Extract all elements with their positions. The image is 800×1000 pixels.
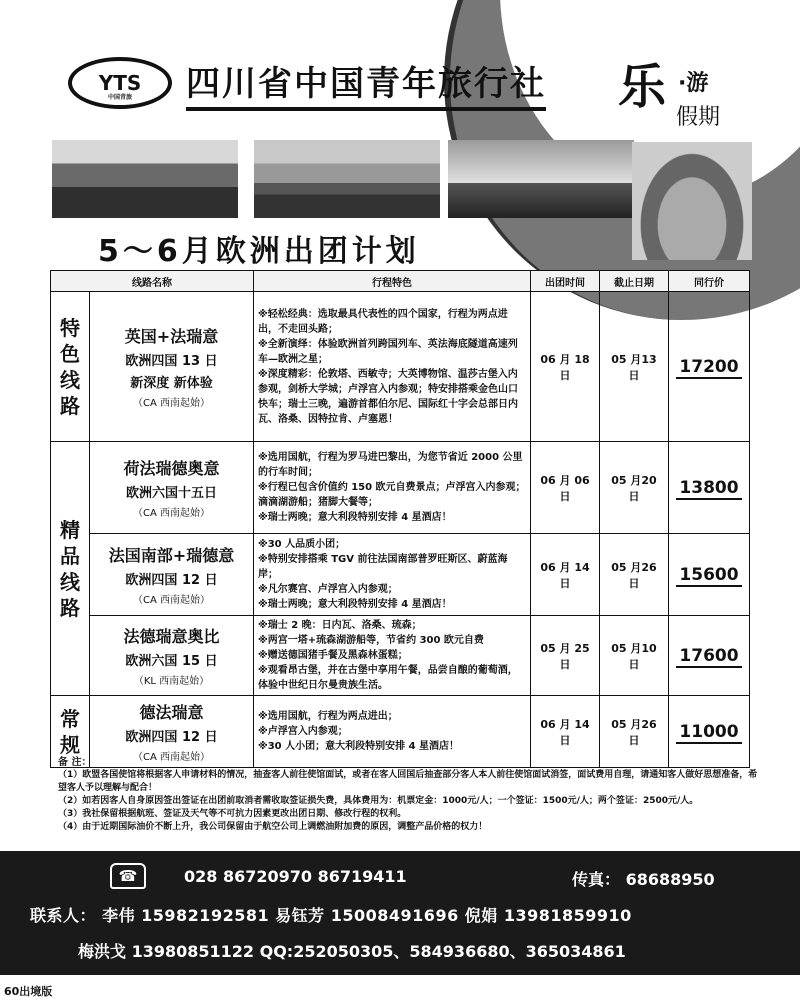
depart-date: 05 月 25 日 [531,616,600,696]
features-cell [254,292,531,442]
price-value: 15600 [676,565,741,587]
price-value: 17200 [676,357,741,379]
colosseum-photo [632,142,752,260]
route-tag: 新深度 新体验 [130,376,213,391]
remarks [58,756,758,834]
route-days: 欧洲四国 12 日 [125,730,218,745]
route-name: 德法瑞意 [139,703,204,722]
depart-date: 06 月 06 日 [531,442,600,534]
route-name: 英国+法瑞意 [124,327,219,346]
header [68,58,546,108]
deadline-date: 05 月26 日 [600,696,669,768]
contacts-line: 联系人： 李伟 15982192581 易钰芳 15008491696 倪娟 13981859910 [30,906,632,925]
col-features: 行程特色 [254,271,531,292]
route-days: 欧洲四国 13 日 [125,354,218,369]
palace-photo [254,140,440,218]
route-cell [90,534,254,616]
route-origin: （KL 西南起始） [133,676,210,687]
depart-date: 06 月 18 日 [531,292,600,442]
feature-line: ※瑞士两晚；意大利段特别安排 4 星酒店！ [258,599,452,610]
remark-item: （4）由于近期国际油价不断上升，我公司保留由于航空公司上调燃油附加费的原因，调整产品价格的权力！ [58,822,488,832]
table-row [51,534,750,616]
badge-you: ·游 [678,71,709,96]
price-cell [669,292,750,442]
route-cell [90,616,254,696]
feature-line: ※深度精彩：伦敦塔、西敏寺；大英博物馆、温莎古堡入内参观，剑桥大学城；卢浮宫入内参观；特安排搭乘金色山口快车；瑞士三晚，遍游首都伯尔尼、国际红十字会总部日内瓦、洛桑、因特拉肯、卢塞恩！ [258,368,518,425]
price-cell [669,442,750,534]
feature-line: ※凡尔赛宫、卢浮宫入内参观； [258,584,398,595]
eiffel-photo [448,140,634,218]
logo-text: YTS [98,71,142,95]
deadline-date: 05 月13 日 [600,292,669,442]
feature-line: ※30 人小团；意大利段特别安排 4 星酒店！ [258,741,460,752]
feature-line: ※两宫一塔+琉森湖游船等，节省约 300 欧元自费 [258,635,484,646]
badge-jiaqi: 假期 [672,100,724,131]
route-days: 欧洲六国 15 日 [125,654,218,669]
price-value: 13800 [676,478,741,500]
route-cell [90,292,254,442]
table-row [51,442,750,534]
feature-line: ※瑞士 2 晚：日内瓦、洛桑、琉森； [258,620,422,631]
remark-item: （3）我社保留根据航班、签证及天气等不可抗力因素更改出团日期、修改行程的权利。 [58,809,407,819]
category-regular: 常规 [51,696,90,768]
route-origin: （CA 西南起始） [132,752,210,763]
features-cell [254,442,531,534]
col-depart: 出团时间 [531,271,600,292]
plan-title: 5～6月欧洲出团计划 [98,234,420,269]
contacts-line-2: 梅洪戈 13980851122 QQ:252050305、584936680、365034861 [78,942,626,961]
table-row [51,292,750,442]
category-featured: 特色线路 [51,292,90,442]
feature-line: ※观看昂古堡，并在古堡中享用午餐，品尝自酿的葡萄酒，体验中世纪日尔曼贵族生活。 [258,665,518,691]
phone-icon: ☎ [110,863,146,889]
price-cell [669,534,750,616]
depart-date: 06 月 14 日 [531,534,600,616]
price-cell [669,616,750,696]
lejia-badge [610,52,740,134]
feature-line: ※选用国航，行程为罗马进巴黎出，为您节省近 2000 公里的行车时间； [258,452,523,478]
itinerary-table [50,270,750,768]
badge-le: 乐 [618,59,667,115]
route-cell [90,442,254,534]
price-value: 17600 [676,646,741,668]
remark-item: （1）欧盟各国使馆将根据客人申请材料的情况，抽查客人前往使馆面试，或者在客人回国后抽查部分客人本人前往使馆面试消签，面试费用自理，请通知客人做好思想准备，希望客人予以理解与配合！ [58,770,758,793]
table-row [51,616,750,696]
depart-date: 06 月 14 日 [531,696,600,768]
feature-line: ※全新演绎：体验欧洲首列跨国列车、英法海底隧道高速列车—欧洲之星； [258,338,518,365]
remarks-title: 备 注： [58,757,92,768]
deadline-date: 05 月20 日 [600,442,669,534]
fax-number: 传真： 68688950 [572,870,715,889]
feature-line: ※瑞士两晚；意大利段特别安排 4 星酒店！ [258,512,452,523]
route-name: 荷法瑞德奥意 [123,459,220,478]
page-label: 60出境版 [4,985,53,998]
route-name: 法德瑞意奥比 [123,627,220,646]
village-photo [52,140,238,218]
logo-sub: 中国青旅 [107,94,132,101]
feature-line: ※行程已包含价值约 150 欧元自费景点；卢浮宫入内参观；滴滴湖游船；猪脚大餐等； [258,482,526,508]
route-origin: （CA 西南起始） [132,508,210,519]
contact-footer [0,851,800,975]
deadline-date: 05 月26 日 [600,534,669,616]
route-origin: （CA 西南起始） [132,595,210,606]
price-value: 11000 [676,722,741,744]
agency-name: 四川省中国青年旅行社 [186,56,546,111]
route-name: 法国南部+瑞德意 [108,546,235,565]
category-premium: 精品线路 [51,442,90,696]
feature-line: ※卢浮宫入内参观； [258,726,348,737]
table-header-row [51,271,750,292]
feature-line: ※选用国航，行程为两点进出； [258,711,398,722]
col-deadline: 截止日期 [600,271,669,292]
feature-line: ※特别安排搭乘 TGV 前往法国南部普罗旺斯区、蔚蓝海岸； [258,554,508,580]
phone-numbers: 028 86720970 86719411 [184,867,407,886]
feature-line: ※赠送德国猪手餐及黑森林蛋糕； [258,650,408,661]
col-price: 同行价 [669,271,750,292]
agency-logo [68,57,172,109]
route-days: 欧洲四国 12 日 [125,573,218,588]
remark-item: （2）如若因客人自身原因签出签证在出团前取消者需收取签证损失费，具体费用为：机票定金：1000元/人；一个签证：1500元/人；两个签证：2500元/人。 [58,796,699,806]
deadline-date: 05 月10 日 [600,616,669,696]
route-days: 欧洲六国十五日 [125,486,217,501]
feature-line: ※轻松经典：选取最具代表性的四个国家，行程为两点进出，不走回头路； [258,308,508,335]
feature-line: ※30 人品质小团； [258,539,346,550]
col-route: 线路名称 [51,271,254,292]
route-origin: （CA 西南起始） [132,398,210,409]
features-cell [254,534,531,616]
features-cell [254,616,531,696]
